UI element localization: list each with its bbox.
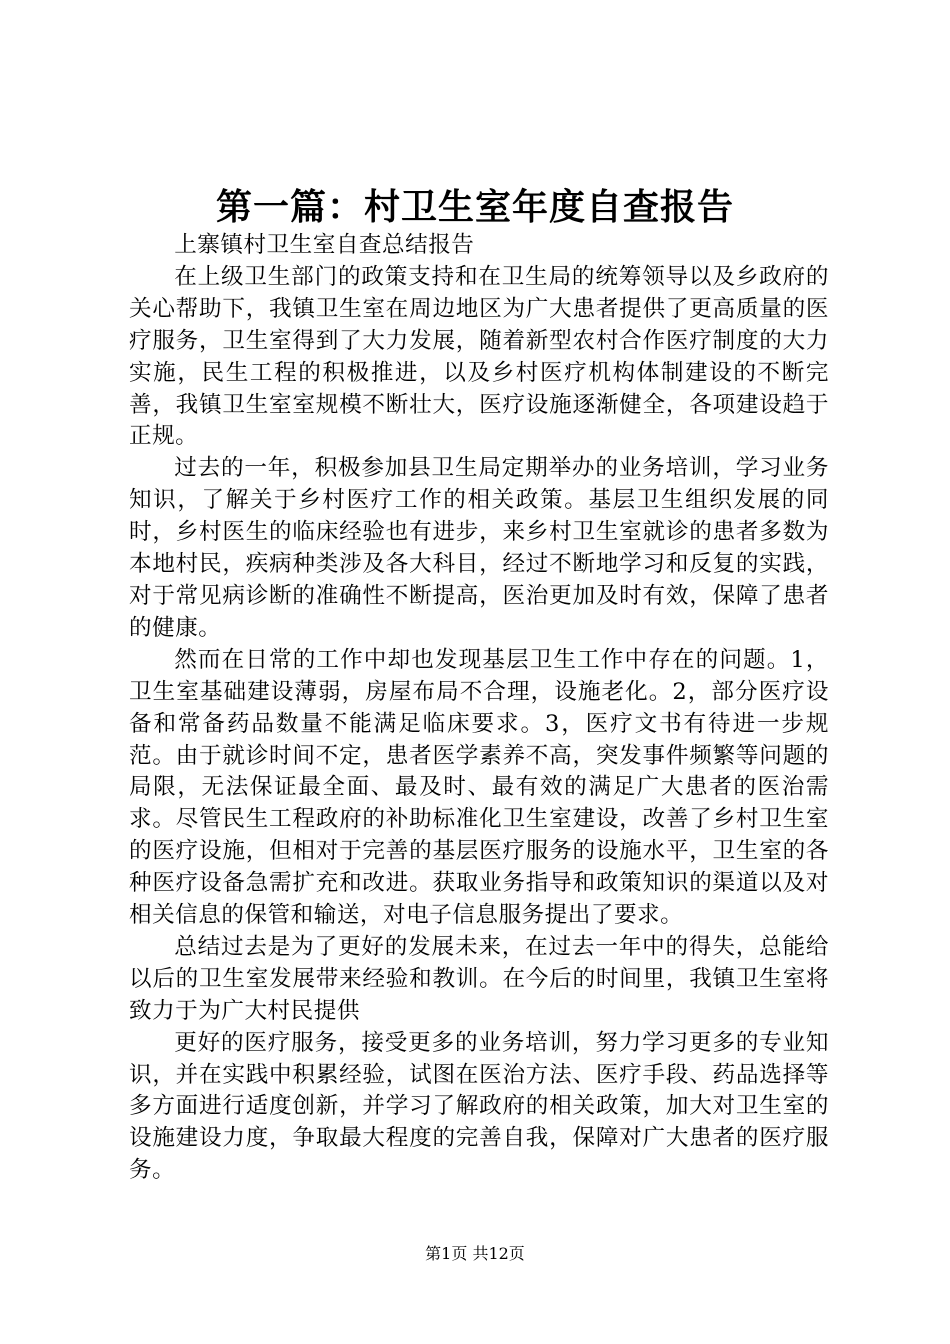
paragraph: 在上级卫生部门的政策支持和在卫生局的统筹领导以及乡政府的关心帮助下，我镇卫生室在周边地区为广大患者提供了更高质量的医疗服务，卫生室得到了大力发展，随着新型农村合作医疗制度的大力实施，民生工程的积极推进，以及乡村医疗机构体制建设的不断完善，我镇卫生室室规模不断壮大，医疗设施逐渐健全，各项建设趋于正规。 [129, 263, 829, 450]
page-number-footer: 第1页 共12页 [425, 1244, 525, 1263]
paragraph: 更好的医疗服务，接受更多的业务培训，努力学习更多的专业知识，并在实践中积累经验，试图在医治方法、医疗手段、药品选择等多方面进行适度创新，并学习了解政府的相关政策，加大对卫生室的设施建设力度，争取最大程度的完善自我，保障对广大患者的医疗服务。 [129, 1029, 829, 1184]
paragraph: 总结过去是为了更好的发展未来，在过去一年中的得失，总能给以后的卫生室发展带来经验和教训。在今后的时间里，我镇卫生室将致力于为广大村民提供 [129, 933, 829, 1024]
paragraph: 然而在日常的工作中却也发现基层卫生工作中存在的问题。1，卫生室基础建设薄弱，房屋布局不合理，设施老化。2，部分医疗设备和常备药品数量不能满足临床要求。3，医疗文书有待进一步规范。由于就诊时间不定，患者医学素养不高，突发事件频繁等问题的局限，无法保证最全面、最及时、最有效的满足广大患者的医治需求。尽管民生工程政府的补助标准化卫生室建设，改善了乡村卫生室的医疗设施，但相对于完善的基层医疗服务的设施水平，卫生室的各种医疗设备急需扩充和改进。获取业务指导和政策知识的渠道以及对相关信息的保管和输送，对电子信息服务提出了要求。 [129, 646, 829, 929]
paragraph: 过去的一年，积极参加县卫生局定期举办的业务培训，学习业务知识，了解关于乡村医疗工作的相关政策。基层卫生组织发展的同时，乡村医生的临床经验也有进步，来乡村卫生室就诊的患者多数为本地村民，疾病种类涉及各大科目，经过不断地学习和反复的实践，对于常见病诊断的准确性不断提高，医治更加及时有效，保障了患者的健康。 [129, 455, 829, 641]
document-body [129, 230, 829, 1187]
document-title: 第一篇：村卫生室年度自查报告 [215, 187, 734, 228]
paragraph-subtitle: 上寨镇村卫生室自查总结报告 [174, 232, 475, 258]
